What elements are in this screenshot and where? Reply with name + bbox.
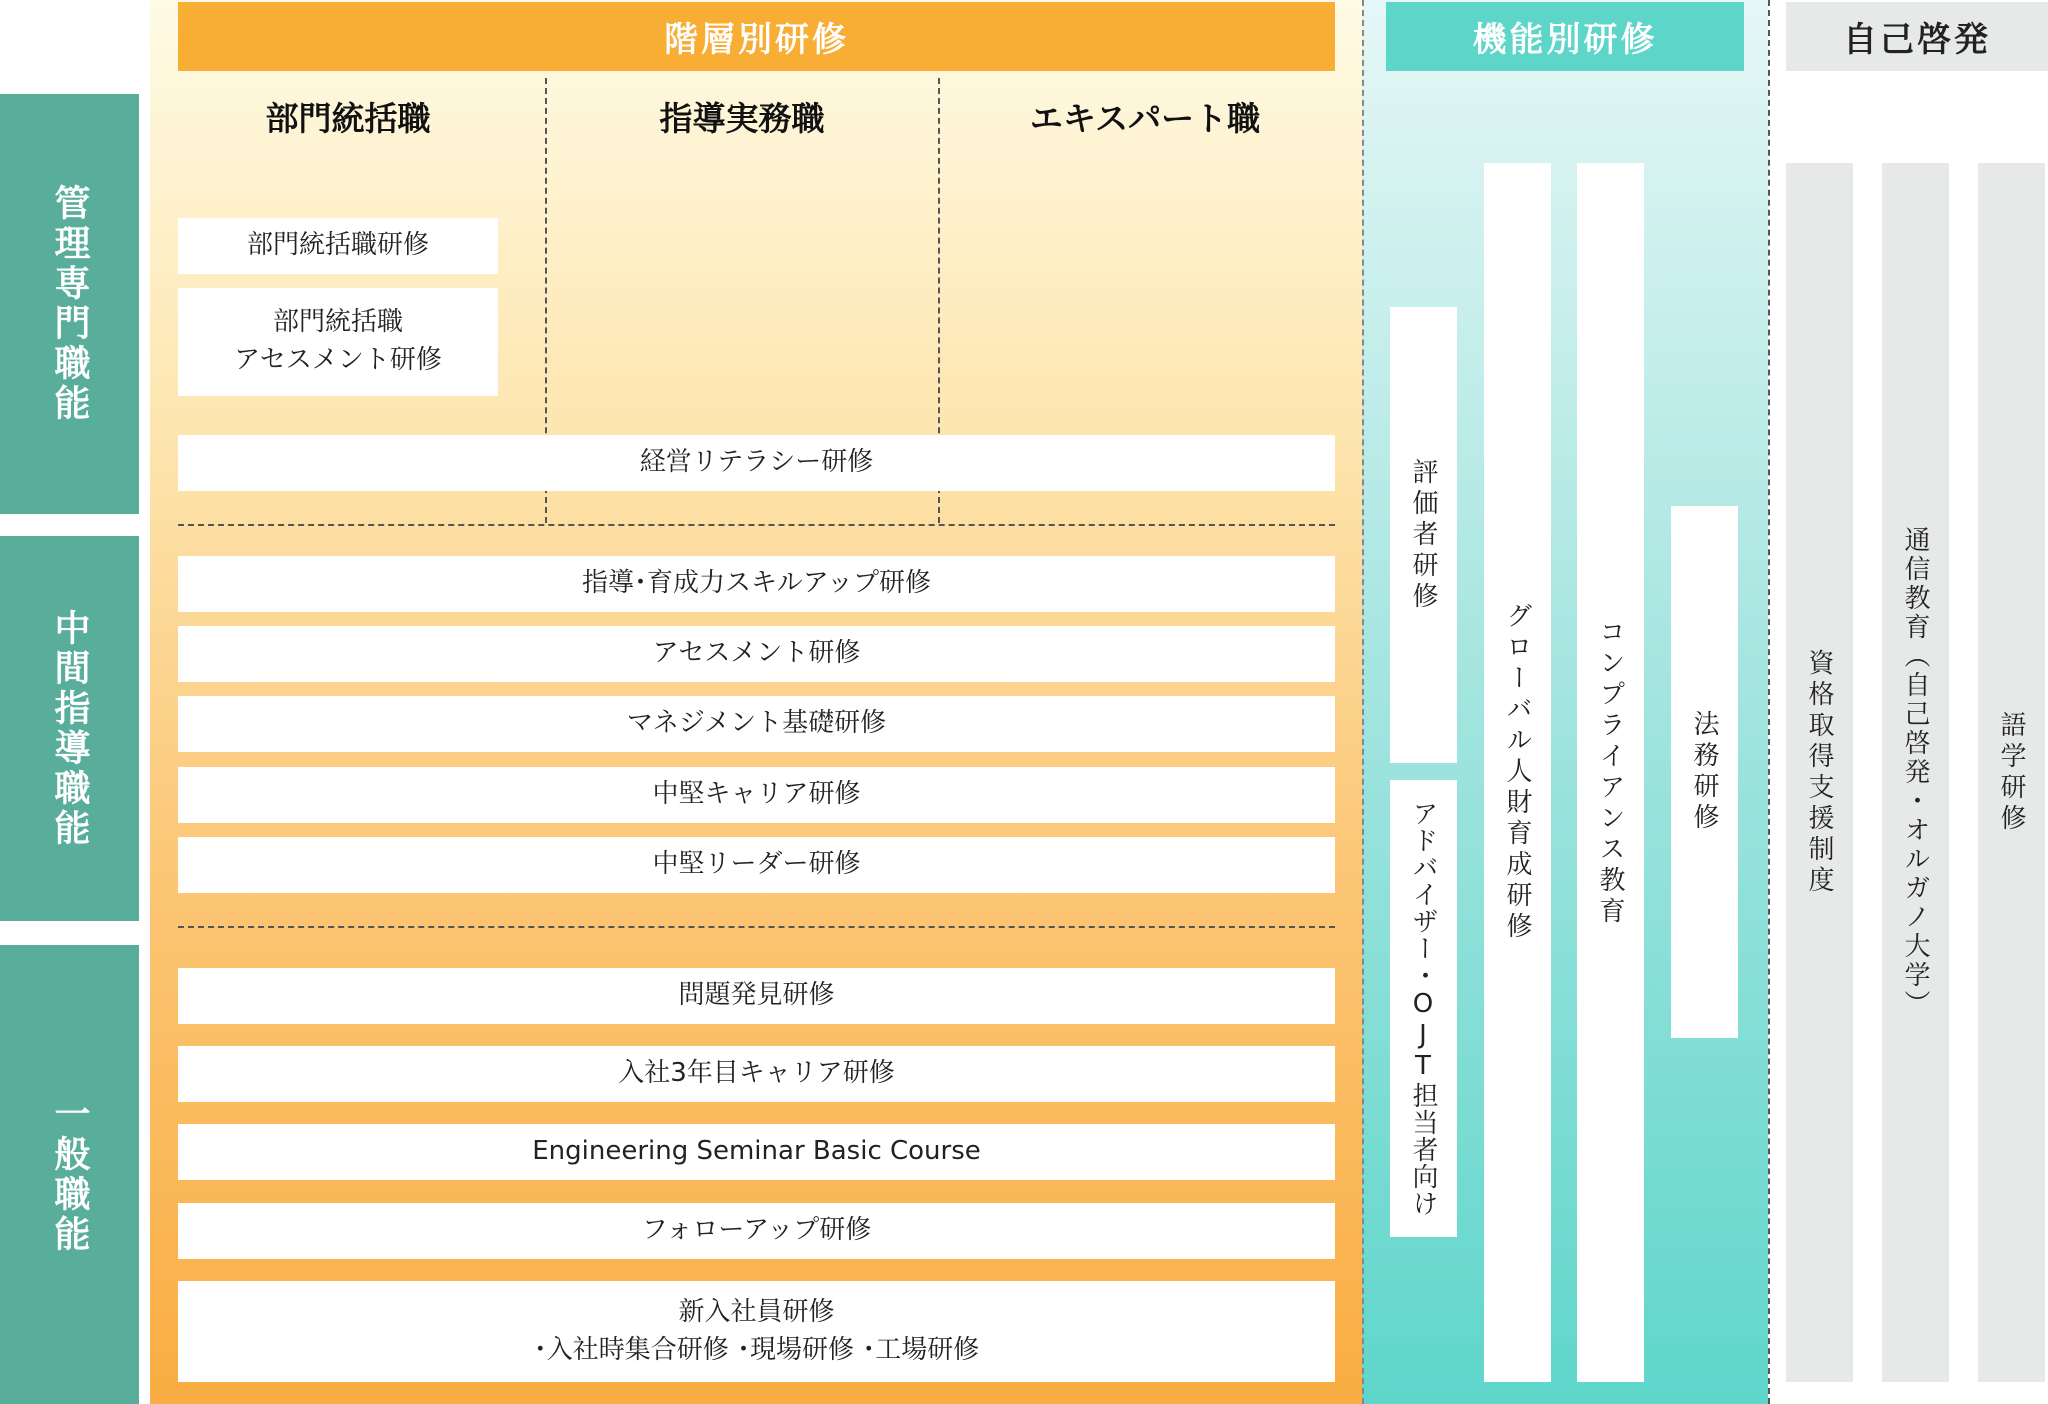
training-middle-3: マネジメント基礎研修 [178, 696, 1335, 752]
training-division-head: 部門統括職研修 [178, 218, 498, 274]
new-hire-line-1: 新入社員研修 [678, 1296, 835, 1327]
training-compliance: コンプライアンス教育 [1577, 163, 1644, 1382]
column-division-head: 部門統括職 [265, 98, 431, 138]
training-new-hire [178, 1281, 1335, 1382]
training-general-4: フォローアップ研修 [178, 1203, 1335, 1259]
assessment-line-1: 部門統括職 [272, 307, 403, 338]
training-evaluator: 評価者研修 [1390, 307, 1457, 763]
self-qualification-support: 資格取得支援制度 [1786, 163, 1853, 1382]
header-functional: 機能別研修 [1386, 2, 1744, 71]
band-general: 一般職能 [0, 945, 139, 1404]
header-hierarchical: 階層別研修 [178, 2, 1335, 71]
band-management: 管理専門職能 [0, 94, 139, 514]
training-general-2: 入社3年目キャリア研修 [178, 1046, 1335, 1102]
training-global-talent: グローバル人財育成研修 [1484, 163, 1551, 1382]
divider-management-middle [178, 524, 1335, 526]
training-division-head-assessment [178, 288, 498, 396]
training-middle-4: 中堅キャリア研修 [178, 767, 1335, 823]
training-management-literacy: 経営リテラシー研修 [178, 435, 1335, 491]
training-middle-1: 指導･育成力スキルアップ研修 [178, 556, 1335, 612]
divider-middle-general [178, 926, 1335, 928]
training-advisor-ojt: アドバイザー･OJT担当者向け [1390, 780, 1457, 1237]
header-self-development: 自己啓発 [1786, 2, 2048, 71]
self-language-training: 語学研修 [1978, 163, 2045, 1382]
training-legal: 法務研修 [1671, 506, 1738, 1038]
divider-hier-func [1362, 0, 1364, 1404]
column-expert: エキスパート職 [1029, 98, 1261, 138]
self-correspondence-education: 通信教育︵自己啓発･オルガノ大学︶ [1882, 163, 1949, 1382]
training-general-1: 問題発見研修 [178, 968, 1335, 1024]
assessment-line-2: アセスメント研修 [234, 345, 442, 375]
divider-func-self [1768, 0, 1770, 1404]
training-middle-5: 中堅リーダー研修 [178, 837, 1335, 893]
band-middle: 中間指導職能 [0, 536, 139, 921]
training-general-3: Engineering Seminar Basic Course [178, 1124, 1335, 1180]
new-hire-line-2: ･入社時集合研修 ･現場研修 ･工場研修 [533, 1334, 980, 1365]
column-instructor: 指導実務職 [659, 98, 825, 138]
training-middle-2: アセスメント研修 [178, 626, 1335, 682]
